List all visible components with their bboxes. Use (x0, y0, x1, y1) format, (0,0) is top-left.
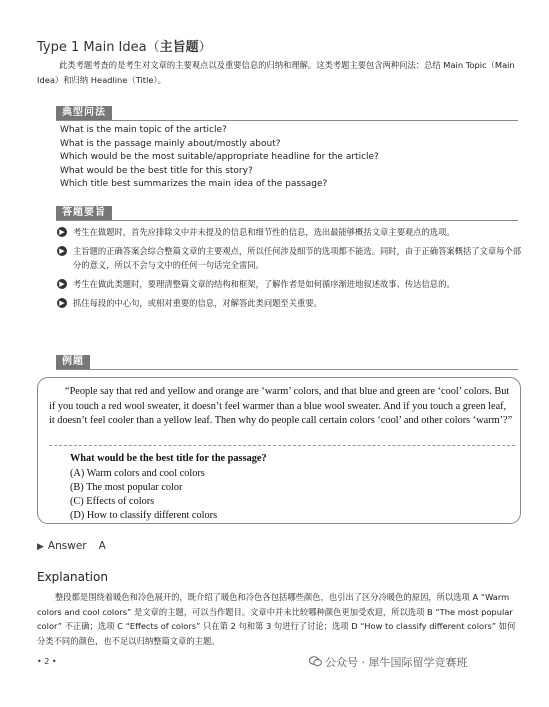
tips-label: 答题要旨 (56, 206, 112, 220)
tip-text: 考生在做此类题时，要理清整篇文章的结构和框架，了解作者是如何循序渐进地叙述故事、传达信息的。 (73, 279, 455, 289)
tip-item (55, 277, 525, 291)
tip-item (55, 244, 525, 272)
answer-value: A (98, 540, 106, 552)
tip-text: 考生在做题时，首先应排除文中并未提及的信息和细节性的信息，选出最能够概括文章主要观点的选项。 (73, 227, 455, 237)
tip-text: 抓住每段的中心句，或相对重要的信息，对解答此类问题至关重要。 (73, 298, 322, 308)
question-item: What is the main topic of the article? (60, 125, 227, 135)
tip-text: 主旨题的正确答案会综合整篇文章的主要观点，所以任何涉及细节的选项都不能选。同时，由于正确答案概括了文章每个部分的意义，所以不会与文中的任何一句话完全雷同。 (73, 246, 522, 270)
question-item: What is the passage mainly about/mostly about? (60, 138, 281, 149)
tip-item (55, 296, 525, 310)
example-label: 例题 (56, 355, 90, 369)
section-title-prefix: Type 1 Main Idea（ (37, 40, 160, 55)
typical-questions-list (60, 124, 520, 192)
dashed-divider (49, 445, 515, 446)
question-item: Which title best summarizes the main idea of the passage? (60, 179, 328, 190)
play-bullet-icon: ▶ (57, 298, 67, 308)
explanation-title: Explanation (37, 570, 108, 584)
tip-item (55, 225, 525, 239)
answer-line (37, 540, 106, 552)
typical-questions-label: 典型问法 (56, 106, 112, 120)
question-item: What would be the best title for this story? (60, 165, 253, 176)
option-item: (A) Warm colors and cool colors (70, 468, 205, 479)
page-number: • 2 • (37, 657, 57, 666)
watermark (309, 654, 468, 670)
intro-paragraph: 此类考题考查的是考生对文章的主要观点以及重要信息的归纳和理解。这类考题主要包含两种问法：总结 Main Topic（Main Idea）和归纳 Headline（Title）。 (37, 60, 515, 85)
example-rule (56, 369, 518, 370)
tips-rule (56, 220, 518, 221)
typical-questions-rule (56, 120, 518, 121)
play-bullet-icon: ▶ (57, 246, 67, 256)
option-item: (C) Effects of colors (70, 496, 155, 507)
section-title-suffix: ） (198, 40, 212, 55)
section-title (37, 36, 212, 55)
play-bullet-icon: ▶ (57, 279, 67, 289)
option-item: (B) The most popular color (70, 482, 183, 493)
tips-list (55, 225, 525, 315)
triangle-right-icon: ▶ (37, 542, 44, 552)
watermark-text: 公众号 · 犀牛国际留学竞赛班 (325, 656, 468, 669)
example-question: What would be the best title for the passage? (70, 453, 267, 464)
option-item: (D) How to classify different colors (70, 510, 218, 521)
answer-label: Answer (47, 540, 87, 552)
explanation-body: 整段都是围绕着暖色和冷色展开的，既介绍了暖色和冷色各包括哪些颜色，也引出了区分冷暖色的原因，所以选项 A “Warm colors and cool colors” 是文章的主题，可以当作题目。文章中并未比较哪种颜色更加受欢迎，所以选项 B “The most popular color” 不正确；选项 C “Effects of colors” 只在第 2 句和第 3 句进行了讨论；选项 D “How to classify different colors” 如何分类不同的颜色，也不足以归纳整篇文章的主题。 (37, 592, 516, 646)
section-title-bold: 主旨题 (159, 40, 199, 55)
play-bullet-icon: ▶ (57, 227, 67, 237)
example-passage: “People say that red and yellow and orange are ‘warm’ colors, and that blue and green are ‘cool’ colors. But if you touch a red wool sweater, it doesn’t feel warmer than a blue wool sweater. And if you touch a green leaf, it doesn’t feel cooler than a yellow leaf. Then why do people call certain colors ‘cool’ and other colors ‘warm’?” (49, 386, 513, 427)
answer-options (70, 467, 217, 523)
wechat-icon (309, 656, 322, 667)
question-item: Which would be the most suitable/appropriate headline for the article? (60, 152, 379, 163)
